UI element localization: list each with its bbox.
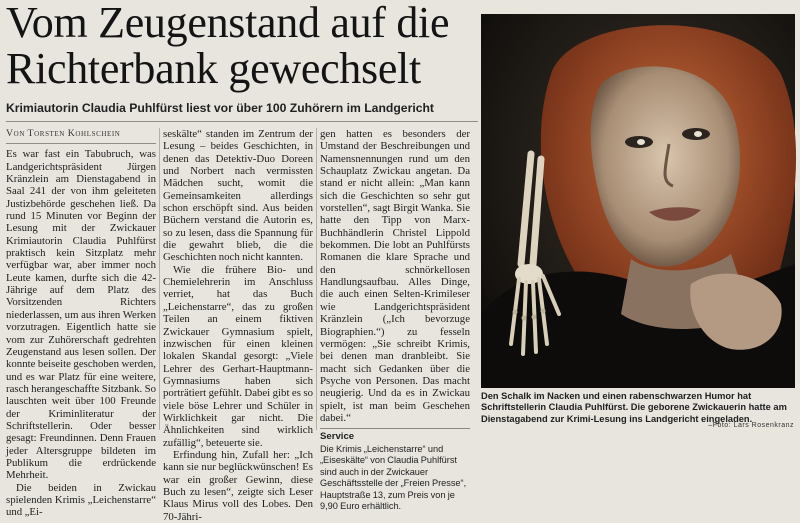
headline-line-1: Vom Zeugenstand auf die bbox=[6, 0, 450, 47]
byline-divider bbox=[6, 143, 156, 144]
byline: Von Torsten Kohlschein bbox=[6, 128, 121, 139]
headline bbox=[6, 0, 476, 92]
photo-credit: –Foto: Lars Rosenkranz bbox=[708, 422, 794, 429]
paragraph: gen hatten es besonders der Umstand der Beschreibungen und Namensnennungen rund um den Schauplatz Zwickau angetan. Da stand er nicht allein: „Man kann sich die Geschichten so sehr gut vorstellen“, sagt Birgit Wanka. Sie hatte den Tipp von Marx-Buchhändlerin Christel Lippold bekommen. Die lobt an Puhlfürsts Romanen die klare Sprache und den schnörkellosen Handlungsaufbau. Alles Dinge, die auch einen Selten-Krimileser wie Landgerichtspräsident Kränzlein („Ich bevorzuge Biographien.“) zu fesseln vermögen: „Sie schreibt Krimis, bei denen man dranbleibt. Sie macht sich Gedanken über die Psyche von Personen. Das macht neugierig. Und da es in Zwickau spielt, ist man beim Geschehen dabei.“ bbox=[320, 128, 470, 424]
headline-line-2: Richterbank gewechselt bbox=[6, 44, 421, 93]
paragraph: seskälte“ standen im Zentrum der Lesung – beides Geschichten, in denen das Detektiv-Duo Doreen und Norbert nach vermissten Mädchen sucht, womit die Gemeinsamkeiten allerdings schon erschöpft sind. Aus beiden Büchern verstand die Autorin es, so zu lesen, dass die Spannung für die gewahrt blieb, die die Geschichten noch nicht kannten. bbox=[163, 128, 313, 264]
paragraph: Erfindung hin, Zufall her: „Ich kann sie nur beglückwünschen! Es war ein großer Gewinn, diese Buch zu lesen“, zeigte sich Leser Klaus Mirus voll des Lobes. Den 70-Jähri- bbox=[163, 448, 313, 523]
article-column-2 bbox=[163, 128, 313, 523]
service-text: Die Krimis „Leichenstarre“ und „Eiseskälte“ von Claudia Puhlfürst sind auch in der Zwickauer Geschäftsstelle der „Freien Presse“, Hauptstraße 13, zum Preis von je 9,90 Euro erhältlich. bbox=[320, 443, 467, 512]
paragraph: Wie die frühere Bio- und Chemielehrerin im Anschluss verriet, hat das Buch „Leichenstarre“, das zu großen Teilen an einem fiktiven Zwickauer Gymnasium spielt, inzwischen für einen kleinen lokalen Skandal gesorgt: „Viele Lehrer des Gerhart-Hauptmann-Gymnasiums haben sich porträtiert gefühlt. Dabei gibt es so viele böse Lehrer und Schüler in Wirklichkeit gar nicht. Die Ähnlichkeiten sind wirklich zufällig“, beteuerte sie. bbox=[163, 263, 313, 449]
photo-caption: Den Schalk im Nacken und einen rabenschwarzen Humor hat Schriftstellerin Claudia Puhlfürst. Die geborene Zwickauerin hatte am Dienstagabend zur Krimi-Lesung ins Landgericht eingeladen. bbox=[481, 391, 787, 424]
service-heading: Service bbox=[320, 428, 470, 443]
portrait-illustration bbox=[481, 14, 795, 388]
subheadline: Krimiautorin Claudia Puhlfürst liest vor über 100 Zuhörern im Landgericht bbox=[6, 101, 434, 115]
paragraph: Die beiden in Zwickau spielenden Krimis „Leichenstarre“ und „Ei- bbox=[6, 481, 156, 519]
author-photo bbox=[481, 14, 795, 388]
headline-divider bbox=[6, 121, 478, 122]
article-column-1 bbox=[6, 128, 157, 519]
column-divider bbox=[159, 128, 160, 430]
paragraph: Es war fast ein Tabubruch, was Landgerichtspräsident Jürgen Kränzlein am Dienstagabend in Saal 241 der von ihm geleiteten Justizbehörde geschehen ließ. Da rund 15 Minuten vor Beginn der Lesung mit der Zwickauer Krimiautorin Claudia Puhlfürst praktisch kein Sitzplatz mehr verfügbar war, aber immer noch Leute kamen, durfte sich die 42-Jährige auf dem Platz des Vorsitzenden Richters niederlassen, um aus ihren Werken vorzutragen. Eigentlich hatte sie vom zur Zuhörerschaft gedrehten Zeugenstand aus lesen sollen. Der konnte beiseite geschoben werden, und es war Platz für eine weitere, rasch herangeschaffte Sitzbank. So lauschten weit über 100 Freunde der Kriminliteratur der Schriftstellerin. Oder besser gesagt: Freundinnen. Denn Frauen jeder Altersgruppe bildeten im Publikum die erdrückende Mehrheit. bbox=[6, 148, 157, 482]
article-column-3 bbox=[320, 128, 470, 512]
column-divider bbox=[316, 128, 317, 430]
